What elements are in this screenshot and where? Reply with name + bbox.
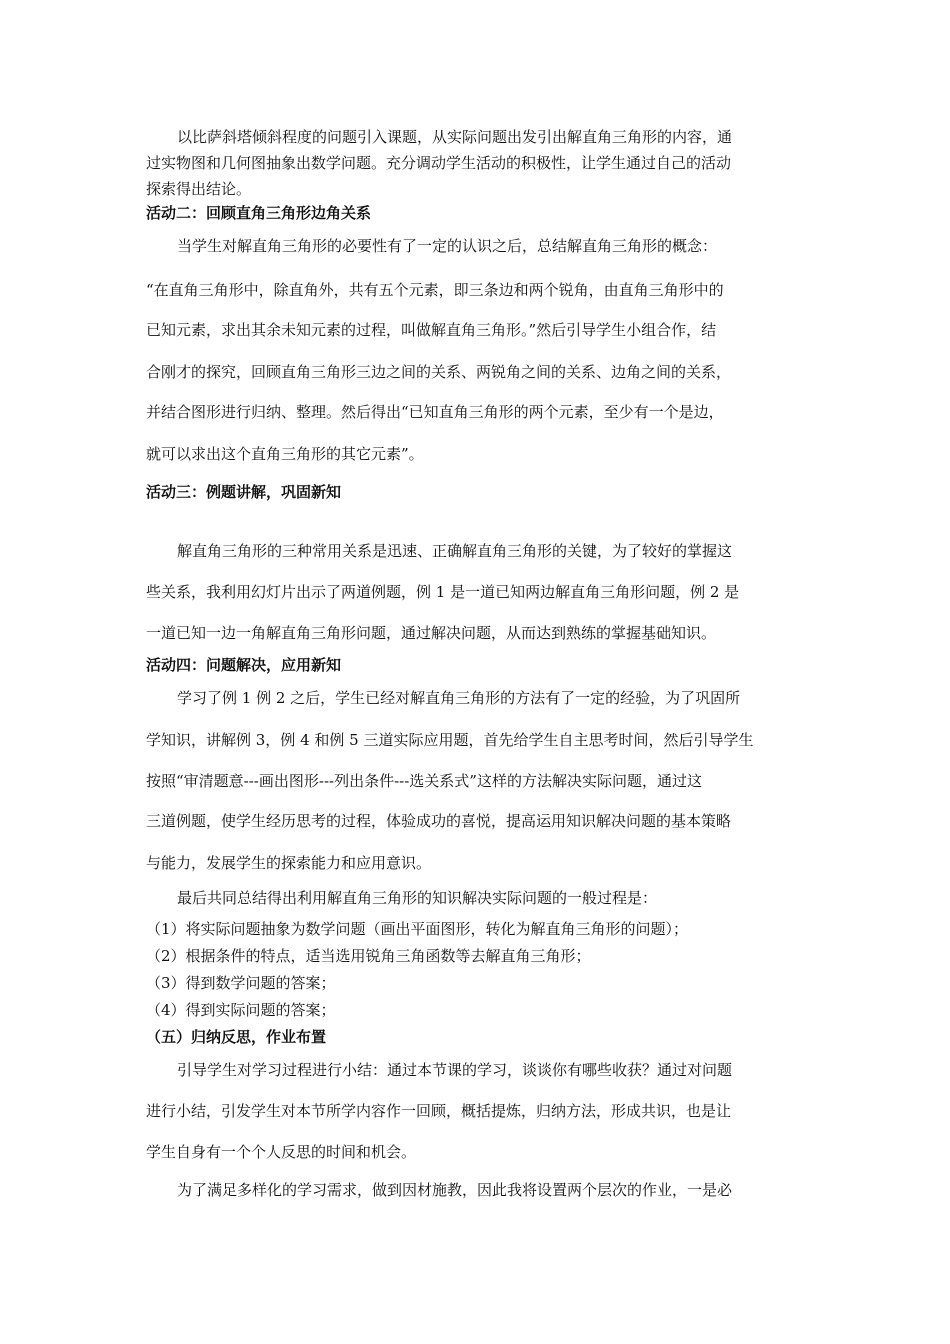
paragraph-line: 学知识，讲解例 3，例 4 和例 5 三道实际应用题，首先给学生自主思考时间，然后引导学生 (146, 731, 754, 749)
paragraph-line: 并结合图形进行归纳、整理。然后得出“已知直角三角形的两个元素，至少有一个是边， (146, 403, 724, 421)
list-item: （2）根据条件的特点，适当选用锐角三角函数等去解直角三角形； (146, 947, 591, 965)
activity-2-heading: 活动二：回顾直角三角形边角关系 (146, 204, 372, 222)
paragraph-line: 一道已知一边一角解直角三角形问题，通过解决问题，从而达到熟练的掌握基础知识。 (146, 624, 717, 642)
list-item: （1）将实际问题抽象为数学问题（画出平面图形，转化为解直角三角形的问题）； (146, 920, 689, 938)
paragraph-line: 以比萨斜塔倾斜程度的问题引入课题，从实际问题出发引出解直角三角形的内容，通 (177, 128, 733, 146)
paragraph-line: 当学生对解直角三角形的必要性有了一定的认识之后，总结解直角三角形的概念： (177, 237, 718, 255)
section-5-heading: （五）归纳反思，作业布置 (146, 1028, 327, 1046)
paragraph-line: 进行小结，引发学生对本节所学内容作一回顾，概括提炼，归纳方法，形成共识，也是让 (146, 1102, 732, 1120)
paragraph-line: 些关系，我利用幻灯片出示了两道例题，例 1 是一道已知两边解直角三角形问题，例 2 是 (146, 583, 740, 601)
paragraph-line: 三道例题，使学生经历思考的过程，体验成功的喜悦，提高运用知识解决问题的基本策略 (146, 812, 732, 830)
paragraph-line: 合刚才的探究，回顾直角三角形三边之间的关系、两锐角之间的关系、边角之间的关系， (146, 363, 732, 381)
summary-line: 最后共同总结得出利用解直角三角形的知识解决实际问题的一般过程是： (177, 889, 658, 907)
activity-3-heading: 活动三：例题讲解，巩固新知 (146, 483, 342, 501)
paragraph-line: 学习了例 1 例 2 之后，学生已经对解直角三角形的方法有了一定的经验，为了巩固所 (177, 689, 741, 707)
paragraph-line: 学生自身有一个个人反思的时间和机会。 (146, 1143, 417, 1161)
paragraph-line: 探索得出结论。 (146, 180, 252, 198)
paragraph-line: “在直角三角形中，除直角外，共有五个元素，即三条边和两个锐角，由直角三角形中的 (146, 281, 724, 299)
paragraph-line: 过实物图和几何图抽象出数学问题。充分调动学生活动的积极性，让学生通过自己的活动 (146, 154, 732, 172)
paragraph-line: 与能力，发展学生的探索能力和应用意识。 (146, 854, 432, 872)
paragraph-line: 按照“审清题意---画出图形---列出条件---选关系式”这样的方法解决实际问题，通过这 (146, 772, 702, 790)
paragraph-line: 引导学生对学习过程进行小结：通过本节课的学习，谈谈你有哪些收获？通过对问题 (177, 1061, 733, 1079)
paragraph-line: 为了满足多样化的学习需求，做到因材施教，因此我将设置两个层次的作业，一是必 (177, 1181, 733, 1199)
paragraph-line: 就可以求出这个直角三角形的其它元素”。 (146, 445, 424, 463)
activity-4-heading: 活动四：问题解决，应用新知 (146, 656, 342, 674)
list-item: （3）得到数学问题的答案； (146, 974, 336, 992)
list-item: （4）得到实际问题的答案； (146, 1001, 336, 1019)
paragraph-line: 已知元素，求出其余未知元素的过程，叫做解直角三角形。”然后引导学生小组合作，结 (146, 321, 717, 339)
paragraph-line: 解直角三角形的三种常用关系是迅速、正确解直角三角形的关键，为了较好的掌握这 (177, 542, 733, 560)
